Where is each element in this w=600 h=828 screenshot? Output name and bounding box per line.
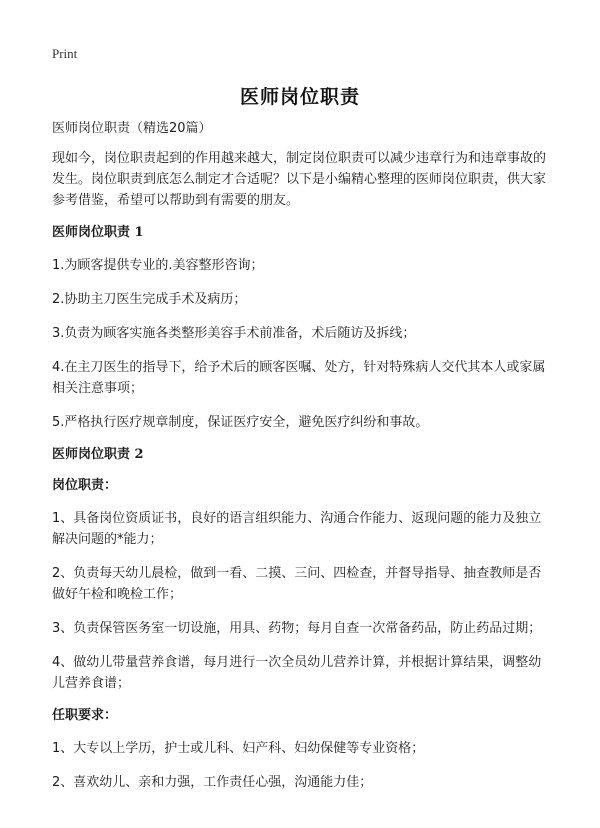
- list-item: 2、喜欢幼儿、亲和力强，工作责任心强，沟通能力佳；: [52, 775, 373, 790]
- requirements-heading: 任职要求：: [52, 708, 118, 723]
- list-item: 2、负责每天幼儿晨检，做到一看、二摸、三问、四检查，并督导指导、抽查教师是否做好午检和晚检工作；: [52, 566, 542, 602]
- list-item: 4、做幼儿带量营养食谱，每月进行一次全员幼儿营养计算，并根据计算结果，调整幼儿营养食谱；: [52, 655, 542, 691]
- intro-paragraph: 现如今，岗位职责起到的作用越来越大，制定岗位职责可以减少违章行为和违章事故的发生。岗位职责到底怎么制定才合适呢？以下是小编精心整理的医师岗位职责，供大家参考借鉴，希望可以帮助到有需要的朋友。: [52, 151, 547, 208]
- list-item: 2.协助主刀医生完成手术及病历；: [52, 292, 247, 307]
- print-link[interactable]: Print: [52, 46, 78, 61]
- document-body: [52, 120, 552, 806]
- section-heading-2: 医师岗位职责 2: [52, 447, 144, 462]
- section-heading-1: 医师岗位职责 1: [52, 225, 144, 240]
- list-item: 4.在主刀医生的指导下，给予术后的顾客医嘱、处方，针对特殊病人交代其本人或家属相关注意事项；: [52, 360, 546, 396]
- document-subtitle: 医师岗位职责（精选20篇）: [52, 121, 212, 136]
- list-item: 3.负责为顾客实施各类整形美容手术前准备，术后随访及拆线；: [52, 326, 416, 341]
- list-item: 1.为顾客提供专业的.美容整形咨询；: [52, 258, 264, 273]
- list-item: 5.严格执行医疗规章制度，保证医疗安全，避免医疗纠纷和事故。: [52, 415, 429, 430]
- list-item: 3、负责保管医务室一切设施，用具、药物；每月自查一次常备药品，防止药品过期；: [52, 621, 542, 636]
- list-item: 1、大专以上学历，护士或儿科、妇产科、妇幼保健等专业资格；: [52, 741, 425, 756]
- page-title: 医师岗位职责: [239, 86, 360, 108]
- list-item: 1、具备岗位资质证书，良好的语言组织能力、沟通合作能力、返现问题的能力及独立解决问题的*能力；: [52, 511, 542, 547]
- duty-heading: 岗位职责：: [52, 478, 118, 493]
